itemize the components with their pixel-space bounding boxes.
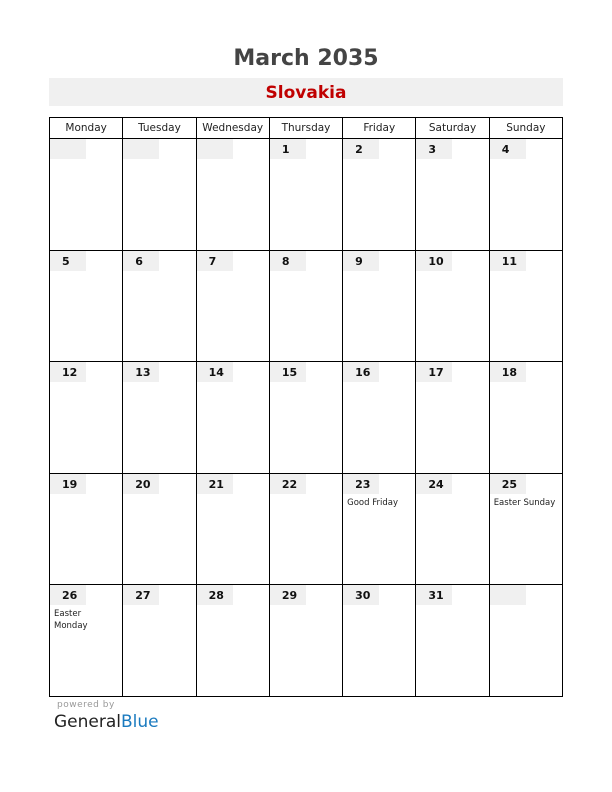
day-number: 28 <box>197 585 233 605</box>
holiday-label: Easter Sunday <box>493 497 556 508</box>
week-row <box>50 585 563 697</box>
weekday-header: Sunday <box>489 118 562 139</box>
country-banner <box>49 78 563 106</box>
weekday-header: Monday <box>50 118 123 139</box>
holiday-label: Easter Monday <box>54 609 88 631</box>
day-number: 15 <box>270 362 306 382</box>
day-number <box>123 139 159 159</box>
day-cell[interactable] <box>269 362 342 474</box>
day-cell[interactable] <box>489 362 562 474</box>
day-number: 5 <box>50 251 86 271</box>
day-cell[interactable] <box>489 585 562 697</box>
day-cell[interactable] <box>489 250 562 362</box>
day-number: 29 <box>270 585 306 605</box>
day-cell[interactable] <box>123 473 196 585</box>
day-number <box>50 139 86 159</box>
weekday-header: Saturday <box>416 118 489 139</box>
page-title: March 2035 <box>233 46 379 71</box>
week-row <box>50 473 563 585</box>
day-cell[interactable] <box>123 585 196 697</box>
day-number: 3 <box>416 139 452 159</box>
weekday-header: Thursday <box>269 118 342 139</box>
day-number: 22 <box>270 474 306 494</box>
day-cell[interactable] <box>50 585 123 697</box>
day-cell[interactable] <box>196 473 269 585</box>
day-number: 8 <box>270 251 306 271</box>
day-cell[interactable] <box>343 473 416 585</box>
day-cell[interactable] <box>416 250 489 362</box>
week-row <box>50 139 563 251</box>
day-cell[interactable] <box>269 250 342 362</box>
day-number: 1 <box>270 139 306 159</box>
weekday-header-row <box>50 118 563 139</box>
day-cell[interactable] <box>123 250 196 362</box>
day-number: 21 <box>197 474 233 494</box>
day-cell[interactable] <box>269 473 342 585</box>
logo-general: General <box>54 712 121 732</box>
day-number: 11 <box>490 251 526 271</box>
day-cell[interactable] <box>269 139 342 251</box>
day-number: 27 <box>123 585 159 605</box>
day-cell[interactable] <box>50 473 123 585</box>
day-number: 20 <box>123 474 159 494</box>
day-cell[interactable] <box>196 585 269 697</box>
country-name: Slovakia <box>265 83 347 103</box>
day-number: 4 <box>490 139 526 159</box>
week-row <box>50 362 563 474</box>
day-number: 14 <box>197 362 233 382</box>
calendar-grid <box>49 117 563 697</box>
day-cell[interactable] <box>123 139 196 251</box>
day-cell[interactable] <box>343 250 416 362</box>
day-number: 24 <box>416 474 452 494</box>
day-number: 17 <box>416 362 452 382</box>
day-cell[interactable] <box>196 139 269 251</box>
day-cell[interactable] <box>343 139 416 251</box>
powered-by-label: powered by <box>57 700 115 710</box>
day-cell[interactable] <box>416 139 489 251</box>
day-cell[interactable] <box>489 473 562 585</box>
weekday-header: Wednesday <box>196 118 269 139</box>
day-cell[interactable] <box>343 585 416 697</box>
holiday-label: Good Friday <box>347 497 398 508</box>
day-cell[interactable] <box>416 362 489 474</box>
weekday-header: Tuesday <box>123 118 196 139</box>
day-number: 30 <box>343 585 379 605</box>
day-cell[interactable] <box>196 250 269 362</box>
week-row <box>50 250 563 362</box>
day-number: 7 <box>197 251 233 271</box>
day-cell[interactable] <box>123 362 196 474</box>
day-number: 2 <box>343 139 379 159</box>
day-number: 26 <box>50 585 86 605</box>
logo-blue: Blue <box>121 712 159 732</box>
day-number: 16 <box>343 362 379 382</box>
generalblue-logo[interactable] <box>54 712 159 732</box>
day-cell[interactable] <box>343 362 416 474</box>
day-number: 19 <box>50 474 86 494</box>
day-cell[interactable] <box>416 585 489 697</box>
day-cell[interactable] <box>50 250 123 362</box>
day-number: 12 <box>50 362 86 382</box>
day-number: 6 <box>123 251 159 271</box>
day-number: 25 <box>490 474 526 494</box>
day-cell[interactable] <box>50 362 123 474</box>
day-number: 23 <box>343 474 379 494</box>
day-number: 13 <box>123 362 159 382</box>
day-number: 10 <box>416 251 452 271</box>
day-number <box>490 585 526 605</box>
day-cell[interactable] <box>416 473 489 585</box>
day-cell[interactable] <box>196 362 269 474</box>
day-number: 18 <box>490 362 526 382</box>
day-number: 31 <box>416 585 452 605</box>
day-cell[interactable] <box>269 585 342 697</box>
day-number <box>197 139 233 159</box>
day-cell[interactable] <box>489 139 562 251</box>
day-number: 9 <box>343 251 379 271</box>
weekday-header: Friday <box>343 118 416 139</box>
day-cell[interactable] <box>50 139 123 251</box>
